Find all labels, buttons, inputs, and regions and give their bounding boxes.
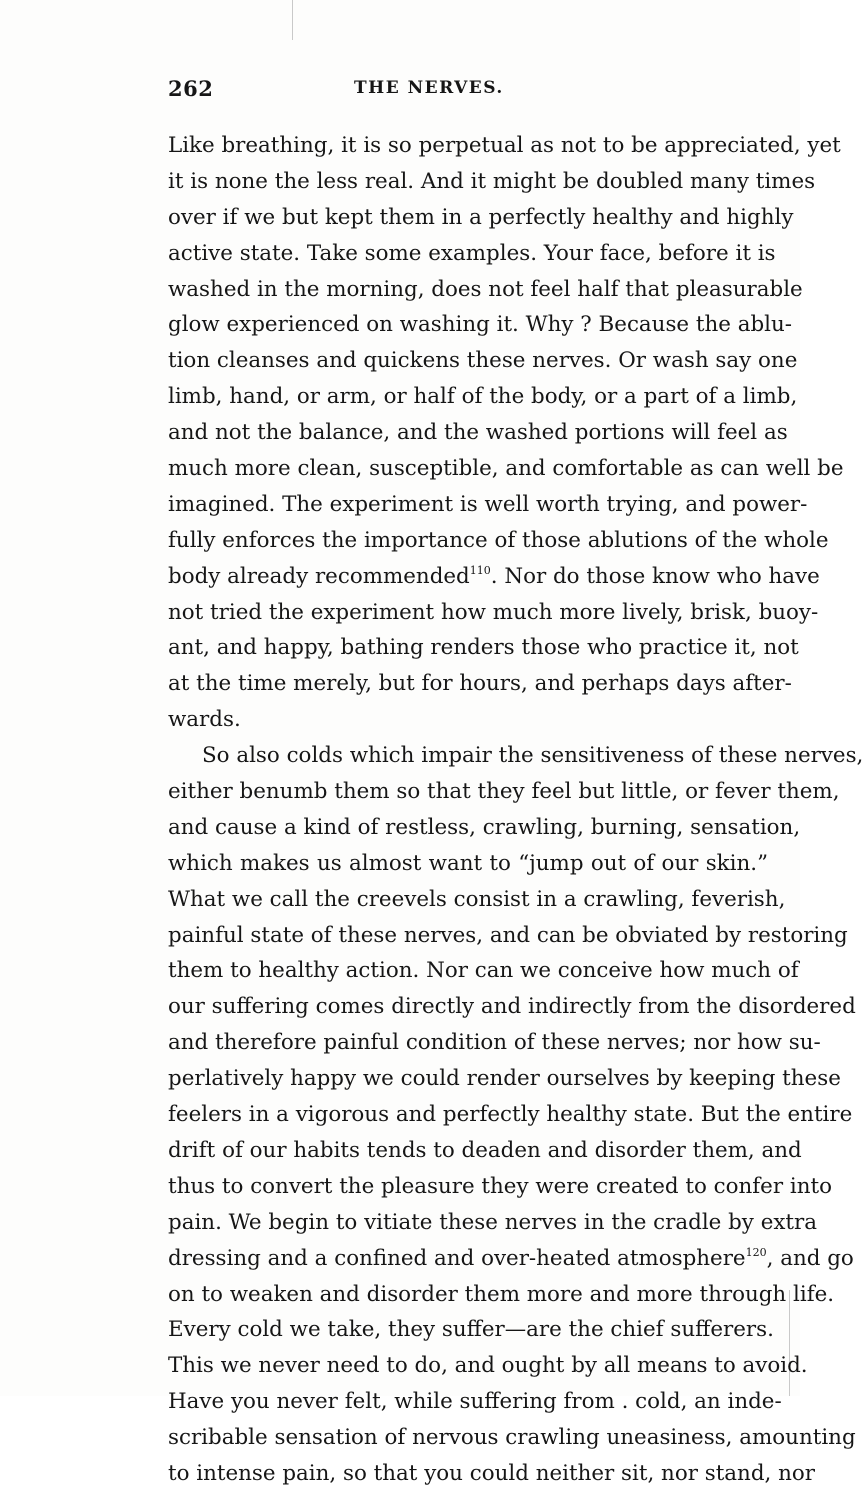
text-line bbox=[168, 236, 776, 272]
line-text-continued: , and go bbox=[766, 1245, 854, 1271]
text-line bbox=[168, 128, 841, 164]
text-line bbox=[168, 1205, 817, 1241]
page-number: 262 bbox=[168, 76, 214, 101]
text-line bbox=[168, 1456, 816, 1492]
line-text: not tried the experiment how much more lively, brisk, buoy- bbox=[168, 599, 819, 625]
text-line bbox=[168, 1277, 835, 1313]
text-line bbox=[168, 1348, 808, 1384]
text-line bbox=[168, 1420, 856, 1456]
line-text: on to weaken and disorder them more and more through life. bbox=[168, 1281, 835, 1307]
footnote-reference: 110 bbox=[469, 563, 491, 577]
text-line bbox=[168, 343, 798, 379]
text-line bbox=[168, 630, 799, 666]
text-line bbox=[168, 595, 819, 631]
text-line bbox=[168, 774, 840, 810]
line-text: This we never need to do, and ought by all means to avoid. bbox=[168, 1353, 808, 1379]
line-text: Have you never felt, while suffering from . cold, an inde- bbox=[168, 1389, 782, 1415]
text-line bbox=[168, 1241, 854, 1277]
text-line bbox=[168, 738, 863, 774]
line-text: them to healthy action. Nor can we conceive how much of bbox=[168, 958, 799, 984]
text-line bbox=[168, 666, 792, 702]
text-line bbox=[168, 200, 794, 236]
line-text: feelers in a vigorous and perfectly healthy state. But the entire bbox=[168, 1102, 853, 1128]
line-text: What we call the creevels consist in a crawling, feverish, bbox=[168, 886, 786, 912]
line-text: ant, and happy, bathing renders those who practice it, not bbox=[168, 635, 799, 661]
text-line bbox=[168, 1097, 853, 1133]
text-line bbox=[168, 918, 848, 954]
footnote-reference: 120 bbox=[745, 1245, 767, 1259]
line-text: pain. We begin to vitiate these nerves in the cradle by extra bbox=[168, 1209, 817, 1235]
text-line bbox=[168, 415, 788, 451]
line-text: much more clean, susceptible, and comfortable as can well be bbox=[168, 456, 844, 482]
line-text: dressing and a confined and over-heated atmosphere bbox=[168, 1245, 746, 1271]
line-text: Every cold we take, they suffer—are the chief sufferers. bbox=[168, 1317, 774, 1343]
line-text: tion cleanses and quickens these nerves. Or wash say one bbox=[168, 348, 798, 374]
line-text: over if we but kept them in a perfectly healthy and highly bbox=[168, 204, 794, 230]
line-text: painful state of these nerves, and can be obviated by restoring bbox=[168, 922, 848, 948]
text-line bbox=[168, 989, 856, 1025]
text-line bbox=[168, 810, 801, 846]
line-text: and not the balance, and the washed portions will feel as bbox=[168, 420, 788, 446]
line-text: glow experienced on washing it. Why ? Because the ablu- bbox=[168, 312, 793, 338]
text-line bbox=[168, 1061, 841, 1097]
text-line bbox=[168, 164, 816, 200]
line-text: imagined. The experiment is well worth trying, and power- bbox=[168, 491, 808, 517]
line-text: body already recommended bbox=[168, 563, 470, 589]
line-text: active state. Take some examples. Your face, before it is bbox=[168, 240, 776, 266]
line-text: Like breathing, it is so perpetual as not to be appreciated, yet bbox=[168, 133, 841, 158]
text-line bbox=[168, 953, 799, 989]
line-text: and therefore painful condition of these nerves; nor how su- bbox=[168, 1030, 821, 1056]
running-head: THE NERVES. bbox=[354, 78, 504, 98]
scan-mark bbox=[292, 0, 293, 40]
line-text: it is none the less real. And it might be doubled many times bbox=[168, 168, 816, 194]
line-text: drift of our habits tends to deaden and disorder them, and bbox=[168, 1137, 802, 1163]
text-line bbox=[168, 1133, 802, 1169]
text-line bbox=[168, 1025, 821, 1061]
text-line bbox=[168, 882, 786, 918]
text-line bbox=[168, 1384, 782, 1420]
text-line bbox=[168, 702, 768, 738]
text-line bbox=[168, 523, 829, 559]
text-line bbox=[168, 307, 793, 343]
text-line bbox=[168, 1312, 774, 1348]
text-line bbox=[168, 487, 808, 523]
text-line bbox=[168, 379, 798, 415]
line-text: and cause a kind of restless, crawling, burning, sensation, bbox=[168, 814, 801, 840]
line-text: scribable sensation of nervous crawling uneasiness, amounting bbox=[168, 1425, 856, 1451]
text-line bbox=[168, 846, 768, 882]
line-text: wards. bbox=[168, 707, 241, 733]
line-text: either benumb them so that they feel but little, or fever them, bbox=[168, 779, 840, 805]
line-text-continued: . Nor do those know who have bbox=[490, 563, 820, 589]
line-text: which makes us almost want to “jump out of our skin.” bbox=[168, 850, 768, 876]
line-text: perlatively happy we could render ourselves by keeping these bbox=[168, 1066, 841, 1092]
line-text: at the time merely, but for hours, and perhaps days after- bbox=[168, 671, 792, 697]
line-text: limb, hand, or arm, or half of the body, or a part of a limb, bbox=[168, 384, 798, 410]
body-text bbox=[168, 128, 863, 1492]
line-text: fully enforces the importance of those ablutions of the whole bbox=[168, 527, 829, 553]
text-line bbox=[168, 451, 844, 487]
line-text: So also colds which impair the sensitiveness of these nerves, bbox=[202, 743, 863, 769]
text-line bbox=[168, 1169, 832, 1205]
line-text: to intense pain, so that you could neither sit, nor stand, nor bbox=[168, 1460, 816, 1486]
line-text: washed in the morning, does not feel half that pleasurable bbox=[168, 276, 803, 302]
line-text: thus to convert the pleasure they were created to confer into bbox=[168, 1173, 832, 1199]
page-header bbox=[168, 76, 744, 106]
text-line bbox=[168, 272, 803, 308]
line-text: our suffering comes directly and indirectly from the disordered bbox=[168, 994, 856, 1020]
text-line bbox=[168, 559, 820, 595]
